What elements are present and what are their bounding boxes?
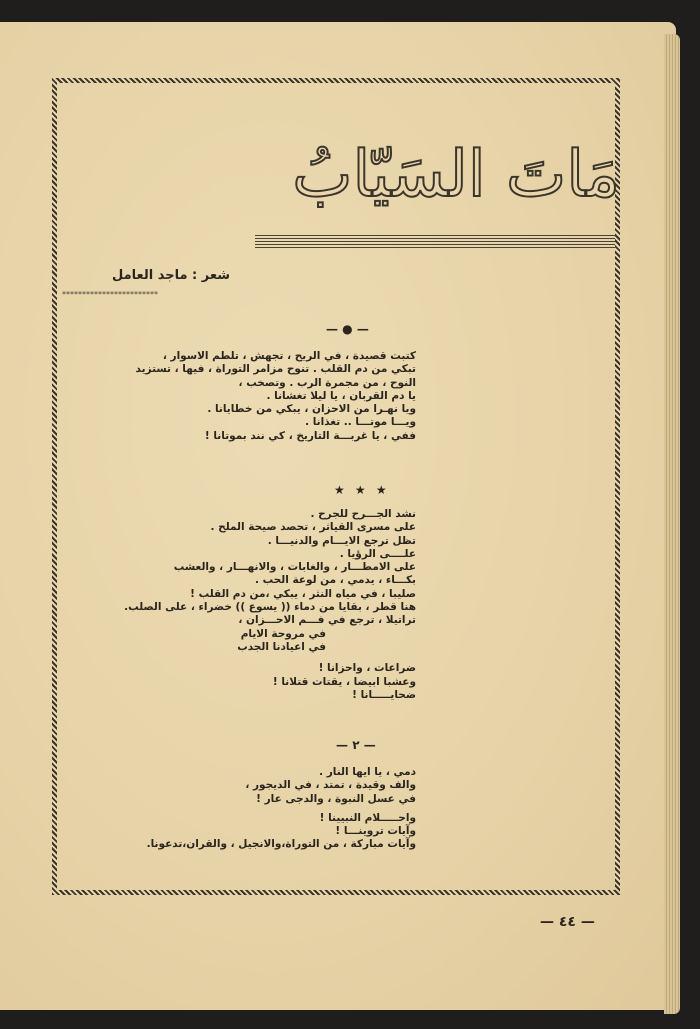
verse-line-spacer bbox=[190, 654, 416, 662]
verse-line: دمي ، يا ايها النار . bbox=[319, 766, 416, 778]
verse-line: وآيات تروينـــا ! bbox=[335, 825, 416, 838]
section-separator-2: ★ ★ ★ bbox=[334, 483, 390, 497]
verse-line: علــــى الرؤيا . bbox=[339, 547, 416, 560]
verse-line: في عسل النبوة ، والدجى عار ! bbox=[256, 792, 416, 805]
verse-line: وعشبا ابيضا ، يقتات قتلانا ! bbox=[272, 675, 416, 688]
poet-byline: شعر : ماجد العامل bbox=[111, 268, 230, 283]
verse-line: على الامطـــار ، والغابات ، والانهـــار ، والعشب bbox=[173, 561, 416, 574]
verse-line: على مسرى القياثر ، تحصد صيحة الملح . bbox=[210, 521, 416, 534]
verse-line: في اعيادنا الجدب bbox=[237, 640, 326, 653]
verse-line: ويا نهـرا من الاحزان ، يبكي من خطايانا . bbox=[207, 403, 416, 416]
section-separator-1: — ● — bbox=[326, 322, 369, 336]
verse-line: وآيات مباركة ، من التوراة،والانجيل ، والقران،تدعونا. bbox=[146, 838, 416, 851]
verse-line: النوح ، من مجمرة الرب . وتصخب ، bbox=[238, 376, 416, 389]
page-edges bbox=[664, 34, 680, 1014]
section-separator-3: — ٢ — bbox=[336, 738, 376, 752]
stanza-2 bbox=[124, 508, 416, 702]
verse-line: نشد الجـــرح للجرح . bbox=[310, 508, 416, 520]
verse-line: صليبا ، في مياه النثر ، يبكي ،من دم القلب ! bbox=[190, 587, 416, 600]
verse-line: يا دم القربان ، يا ليلا تغشانا . bbox=[266, 389, 416, 402]
verse-line: كتبت قصيدة ، في الريح ، تجهش ، تلطم الاسوار ، bbox=[162, 350, 416, 362]
verse-line: والف وقيدة ، تمتد ، في الديجور ، bbox=[245, 779, 416, 792]
verse-line: تظل ترجع الايـــام والدنيـــا . bbox=[267, 534, 416, 547]
page-number: — ٤٤ — bbox=[540, 914, 595, 930]
stanza-1 bbox=[135, 350, 416, 443]
stanza-3 bbox=[146, 766, 416, 852]
verse-line: هنا قطر ، بقايا من دماء (( يسوع )) خضراء ، على الصلب. bbox=[124, 601, 416, 614]
byline-star-rule: ************************ bbox=[62, 290, 158, 299]
poem-title: مَاتَ السَيّابُ bbox=[292, 138, 620, 212]
verse-line: ضحايـــــانا ! bbox=[352, 688, 416, 701]
verse-line: تبكي من دم القلب . تنوح مزامر التوراة ، فيها ، تستزيد bbox=[135, 363, 416, 376]
verse-line: ويـــا موتـــا .. تغذانا . bbox=[305, 416, 416, 429]
verse-line: واحـــــلام النبيينا ! bbox=[319, 811, 416, 824]
verse-line: ضراعات ، واحزانا ! bbox=[318, 662, 416, 675]
verse-line: في مروحة الايام bbox=[240, 627, 326, 640]
verse-line: بكـــاء ، يدمي ، من لوعة الحب . bbox=[254, 574, 416, 587]
verse-line: ففي ، يا غربـــة التاريخ ، كي نند بموتانا ! bbox=[204, 429, 416, 442]
title-underline-rule bbox=[255, 235, 615, 249]
verse-line: تراتيلا ، ترجع في فـــم الاحـــزان ، bbox=[238, 614, 416, 627]
